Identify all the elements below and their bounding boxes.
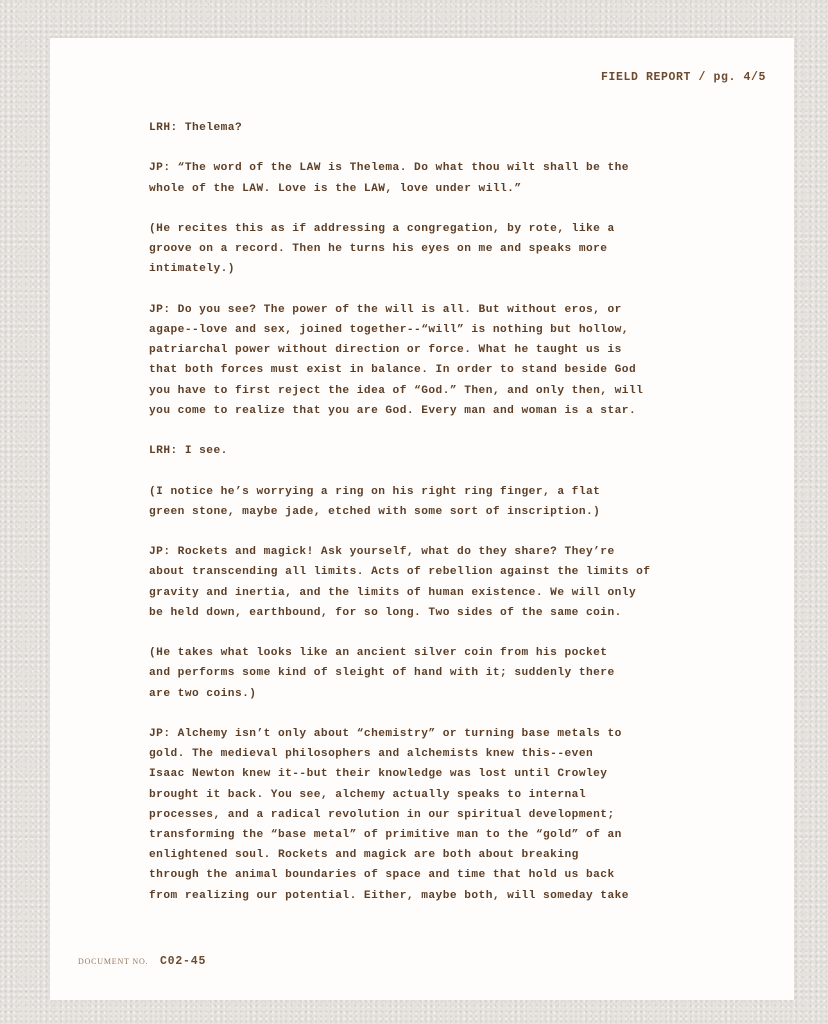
transcript-line: JP: “The word of the LAW is Thelema. Do what thou wilt shall be the whole of the LAW. Love is the LAW, love under will.”: [149, 162, 629, 195]
transcript-note: (I notice he’s worrying a ring on his right ring finger, a flat green stone, maybe jade, etched with some sort of inscription.): [149, 485, 601, 518]
report-body: [149, 118, 714, 926]
transcript-line: JP: Rockets and magick! Ask yourself, what do they share? They’re about transcending all limits. Acts of rebellion against the limits of gravity and inertia, and the limits of human existence. We will only be held down, earthbound, for so long. Two sides of the same coin.: [149, 546, 651, 619]
transcript-note: (He recites this as if addressing a congregation, by rote, like a groove on a record. Then he turns his eyes on me and speaks more intimately.): [149, 222, 615, 276]
transcript-line: JP: Alchemy isn’t only about “chemistry” or turning base metals to gold. The medieval philosophers and alchemists knew this--even Isaac Newton knew it--but their knowledge was lost until Crowley brought it back. You see, alchemy actually speaks to internal processes, and a radical revolution in our spiritual development; transforming the “base metal” of primitive man to the “gold” of an enlightened soul. Rockets and magick are both about breaking through the animal boundaries of space and time that hold us back from realizing our potential. Either, maybe both, will someday take: [149, 727, 629, 902]
transcript-line: JP: Do you see? The power of the will is all. But without eros, or agape--love and sex, joined together--“will” is nothing but hollow, patriarchal power without direction or force. What he taught us is that both forces must exist in balance. In order to stand beside God you have to first reject the idea of “God.” Then, and only then, will you come to realize that you are God. Every man and woman is a star.: [149, 303, 644, 417]
transcript-note: (He takes what looks like an ancient silver coin from his pocket and performs some kind of sleight of hand with it; suddenly there are two coins.): [149, 647, 615, 700]
document-number: C02-45: [159, 955, 207, 968]
document-page: [50, 38, 794, 1000]
transcript-line: LRH: Thelema?: [149, 122, 243, 134]
document-footer: [78, 951, 206, 969]
document-number-label: DOCUMENT NO.: [78, 957, 149, 966]
transcript-line: LRH: I see.: [149, 445, 228, 458]
page-header: FIELD REPORT / pg. 4/5: [600, 71, 766, 84]
